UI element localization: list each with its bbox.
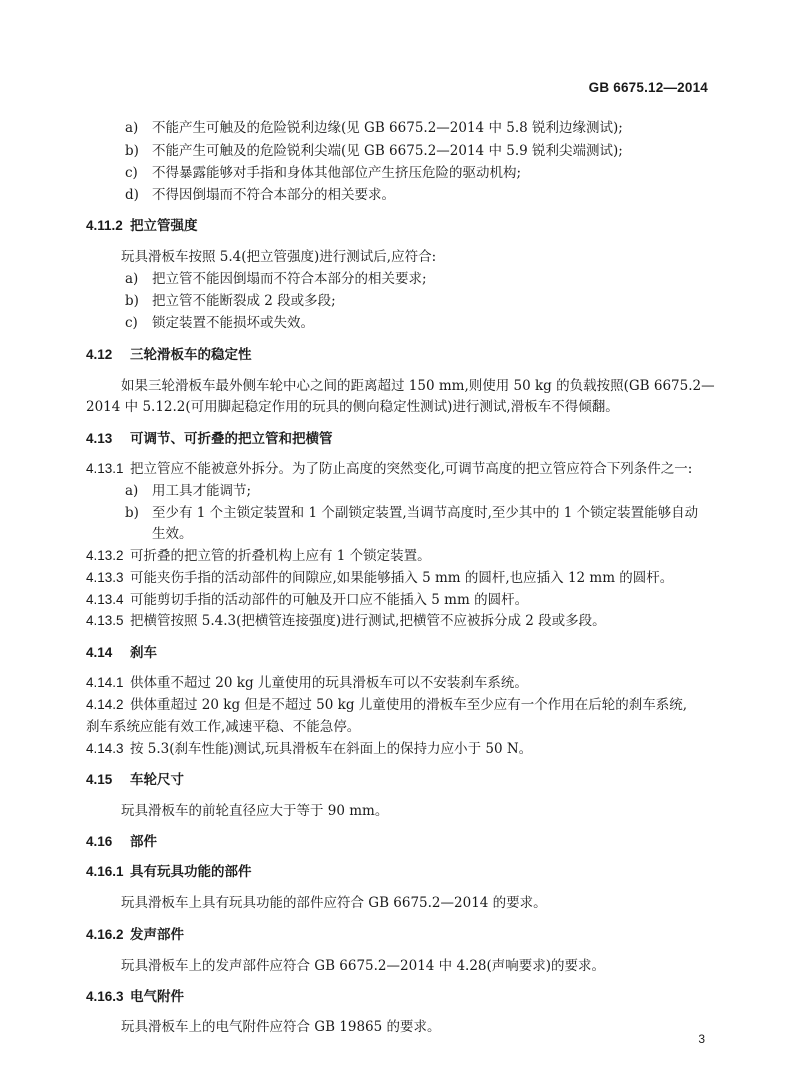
clause-number: 4.13.4 — [86, 592, 124, 607]
section-heading-4-16-3 — [86, 988, 184, 1006]
section-title: 部件 — [130, 834, 157, 850]
clause-4-13-4 — [86, 591, 528, 609]
section-number: 4.16.3 — [86, 989, 124, 1004]
section-title: 三轮滑板车的稳定性 — [130, 347, 252, 363]
paragraph: 玩具滑板车上的发声部件应符合 GB 6675.2—2014 中 4.28(声响要求)的要求。 — [121, 958, 606, 974]
standard-code-header: GB 6675.12—2014 — [588, 80, 708, 95]
clause-4-13-3 — [86, 569, 673, 587]
list-item-continued: 生效。 — [152, 526, 193, 542]
paragraph: 玩具滑板车的前轮直径应大于等于 90 mm。 — [121, 803, 389, 819]
section-number: 4.15 — [86, 772, 113, 787]
list-label: a) — [125, 120, 139, 136]
list-text: 不得因倒塌而不符合本部分的相关要求。 — [152, 187, 395, 203]
section-title: 电气附件 — [130, 989, 184, 1005]
list-text: 锁定装置不能损坏或失效。 — [152, 315, 314, 331]
list-label: d) — [125, 187, 139, 203]
clause-number: 4.14.3 — [86, 741, 124, 756]
section-heading-4-12 — [86, 346, 252, 364]
list-text: 至少有 1 个主锁定装置和 1 个副锁定装置,当调节高度时,至少其中的 1 个锁定装置能够自动 — [152, 505, 699, 521]
clause-number: 4.14.1 — [86, 675, 124, 690]
paragraph: 玩具滑板车上的电气附件应符合 GB 19865 的要求。 — [121, 1019, 441, 1035]
list-label: b) — [125, 293, 139, 309]
list-label: b) — [125, 505, 139, 521]
section-title: 发声部件 — [130, 927, 184, 943]
clause-text: 供体重不超过 20 kg 儿童使用的玩具滑板车可以不安装刹车系统。 — [130, 675, 528, 691]
list-item — [125, 164, 521, 182]
section-title: 刹车 — [130, 645, 157, 661]
list-text: 不能产生可触及的危险锐利边缘(见 GB 6675.2—2014 中 5.8 锐利边缘测试); — [152, 120, 623, 136]
section-number: 4.11.2 — [86, 218, 123, 233]
clause-number: 4.13.1 — [86, 461, 124, 476]
clause-text: 可折叠的把立管的折叠机构上应有 1 个锁定装置。 — [130, 548, 431, 564]
clause-text: 可能夹伤手指的活动部件的间隙应,如果能够插入 5 mm 的圆杆,也应插入 12 mm 的圆杆。 — [130, 570, 674, 586]
clause-number: 4.14.2 — [86, 697, 124, 712]
clause-number: 4.13.5 — [86, 613, 124, 628]
paragraph-continued: 2014 中 5.12.2(可用脚起稳定作用的玩具的侧向稳定性测试)进行测试,滑板车不得倾翻。 — [86, 399, 619, 415]
list-item — [125, 142, 623, 160]
section-number: 4.14 — [86, 645, 113, 660]
clause-4-14-1 — [86, 674, 528, 692]
clause-number: 4.13.3 — [86, 570, 124, 585]
clause-continued: 刹车系统应能有效工作,减速平稳、不能急停。 — [86, 719, 361, 735]
list-text: 把立管不能断裂成 2 段或多段; — [152, 293, 336, 309]
section-title: 车轮尺寸 — [130, 772, 184, 788]
paragraph: 如果三轮滑板车最外侧车轮中心之间的距离超过 150 mm,则使用 50 kg 的负载按照(GB 6675.2— — [121, 378, 715, 394]
list-item — [125, 314, 314, 332]
list-label: a) — [125, 483, 139, 499]
list-label: b) — [125, 143, 139, 159]
list-label: c) — [125, 315, 138, 331]
section-heading-4-13 — [86, 430, 333, 448]
section-title: 具有玩具功能的部件 — [130, 864, 252, 880]
section-number: 4.12 — [86, 347, 113, 362]
section-number: 4.16 — [86, 834, 113, 849]
clause-number: 4.13.2 — [86, 548, 124, 563]
section-heading-4-16-2 — [86, 926, 184, 944]
section-heading-4-14 — [86, 644, 157, 662]
section-heading-4-16 — [86, 833, 157, 851]
clause-4-13-1 — [86, 460, 692, 478]
clause-4-14-3 — [86, 740, 532, 758]
section-title: 可调节、可折叠的把立管和把横管 — [130, 431, 333, 447]
section-heading-4-16-1 — [86, 863, 252, 881]
section-heading-4-15 — [86, 771, 184, 789]
paragraph: 玩具滑板车按照 5.4(把立管强度)进行测试后,应符合: — [121, 249, 437, 265]
section-number: 4.13 — [86, 431, 113, 446]
list-text: 用工具才能调节; — [152, 483, 252, 499]
clause-text: 把横管按照 5.4.3(把横管连接强度)进行测试,把横管不应被拆分成 2 段或多段。 — [130, 613, 606, 629]
section-heading-4-11-2 — [86, 217, 198, 235]
list-label: a) — [125, 271, 139, 287]
list-text: 不得暴露能够对手指和身体其他部位产生挤压危险的驱动机构; — [152, 165, 522, 181]
section-number: 4.16.1 — [86, 864, 124, 879]
clause-text: 把立管应不能被意外拆分。为了防止高度的突然变化,可调节高度的把立管应符合下列条件之一: — [130, 461, 693, 477]
clause-text: 可能剪切手指的活动部件的可触及开口应不能插入 5 mm 的圆杆。 — [130, 592, 529, 608]
list-item — [125, 292, 336, 310]
clause-text: 供体重超过 20 kg 但是不超过 50 kg 儿童使用的滑板车至少应有一个作用在后轮的刹车系统, — [130, 697, 688, 713]
clause-4-14-2 — [86, 696, 687, 714]
section-number: 4.16.2 — [86, 927, 124, 942]
page-number: 3 — [698, 1032, 705, 1046]
clause-4-13-5 — [86, 612, 606, 630]
list-item — [125, 482, 251, 500]
list-text: 把立管不能因倒塌而不符合本部分的相关要求; — [152, 271, 427, 287]
list-text: 不能产生可触及的危险锐利尖端(见 GB 6675.2—2014 中 5.9 锐利尖端测试); — [152, 143, 623, 159]
list-label: c) — [125, 165, 138, 181]
list-item — [125, 504, 698, 522]
list-item — [125, 186, 395, 204]
list-item — [125, 270, 427, 288]
paragraph: 玩具滑板车上具有玩具功能的部件应符合 GB 6675.2—2014 的要求。 — [121, 895, 547, 911]
clause-text: 按 5.3(刹车性能)测试,玩具滑板车在斜面上的保持力应小于 50 N。 — [130, 741, 533, 757]
section-title: 把立管强度 — [130, 218, 198, 234]
clause-4-13-2 — [86, 547, 431, 565]
list-item — [125, 119, 623, 137]
